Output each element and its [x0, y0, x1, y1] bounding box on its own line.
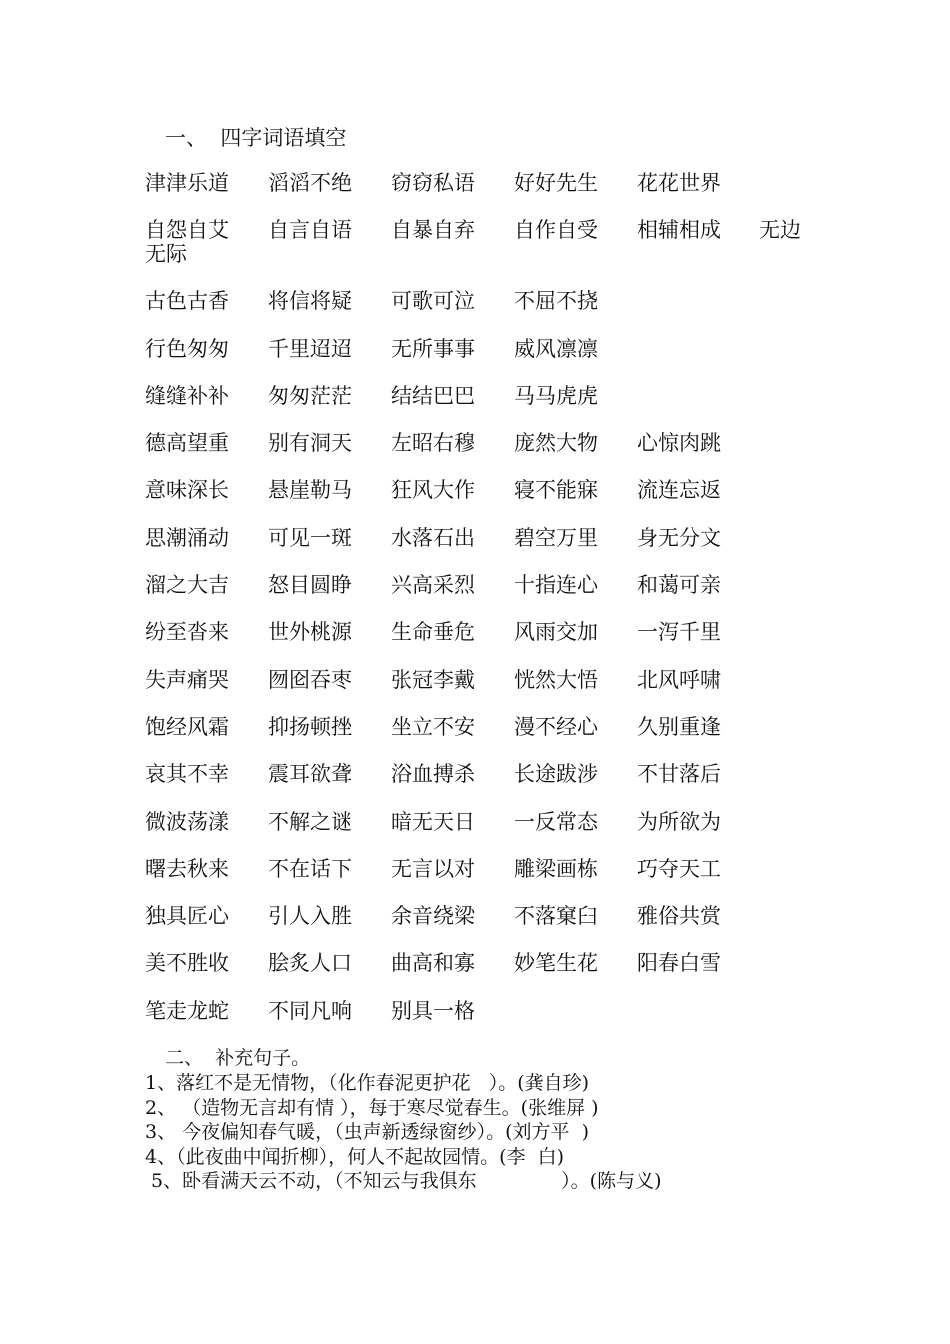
idiom-cell: 不同凡响 — [268, 998, 352, 1023]
idiom-row — [145, 524, 845, 571]
sentence-line: 3、 今夜偏知春气暖，（虫声新透绿窗纱）。(刘方平 ) — [145, 1121, 590, 1144]
idiom-cell: 左昭右穆 — [391, 431, 475, 456]
idiom-cell: 千里迢迢 — [268, 336, 352, 361]
idiom-cell: 意味深长 — [145, 478, 229, 503]
idiom-cell: 引人入胜 — [268, 904, 352, 929]
idiom-row — [145, 713, 845, 760]
idiom-cell: 不屈不挠 — [514, 289, 598, 314]
idiom-cell: 溜之大吉 — [145, 573, 229, 598]
idiom-cell: 兴高采烈 — [391, 573, 475, 598]
idiom-cell: 德高望重 — [145, 431, 229, 456]
idiom-cell: 津津乐道 — [145, 171, 229, 195]
idiom-cell: 马马虎虎 — [514, 383, 598, 408]
idiom-row — [145, 287, 845, 334]
idiom-row — [145, 949, 845, 996]
idiom-cell: 漫不经心 — [514, 714, 598, 739]
idiom-row — [145, 571, 845, 618]
idiom-cell: 一反常态 — [514, 809, 598, 834]
idiom-cell: 哀其不幸 — [145, 762, 229, 787]
idiom-cell: 自言自语 — [268, 218, 352, 243]
idiom-row — [145, 902, 845, 949]
idiom-cell: 自怨自艾 — [145, 218, 229, 243]
idiom-cell: 不在话下 — [268, 856, 352, 881]
idiom-cell: 雕梁画栋 — [514, 856, 598, 881]
idiom-cell: 自暴自弃 — [391, 218, 475, 243]
idiom-row — [145, 666, 845, 713]
idiom-cell: 恍然大悟 — [514, 667, 598, 692]
idiom-cell: 妙笔生花 — [514, 951, 598, 976]
idiom-cell: 十指连心 — [514, 573, 598, 598]
idiom-row — [145, 335, 845, 382]
idiom-row — [145, 997, 845, 1044]
idiom-cell: 狂风大作 — [391, 478, 475, 503]
idiom-cell: 不甘落后 — [637, 762, 721, 787]
idiom-cell: 美不胜收 — [145, 951, 229, 976]
idiom-row — [145, 855, 845, 902]
idiom-cell: 曙去秋来 — [145, 856, 229, 881]
idiom-cell: 生命垂危 — [391, 620, 475, 645]
idiom-cell: 庞然大物 — [514, 431, 598, 456]
idiom-cell: 别有洞天 — [268, 431, 352, 456]
idiom-cell: 为所欲为 — [637, 809, 721, 834]
sentence-line: 2、 （造物无言却有情 ），每于寒尽觉春生。(张维屏 ) — [145, 1096, 599, 1119]
idiom-cell: 和蔼可亲 — [637, 573, 721, 598]
idiom-list — [145, 169, 845, 1044]
idiom-cell: 风雨交加 — [514, 620, 598, 645]
idiom-cell: 独具匠心 — [145, 904, 229, 929]
idiom-cell: 雅俗共赏 — [637, 904, 721, 929]
idiom-cell: 无边 无际 — [145, 218, 801, 267]
idiom-cell: 坐立不安 — [391, 714, 475, 739]
idiom-cell: 脍炙人口 — [268, 951, 352, 976]
idiom-cell: 不解之谜 — [268, 809, 352, 834]
idiom-cell: 水落石出 — [391, 525, 475, 550]
sentence-list — [145, 1071, 662, 1194]
idiom-cell: 无言以对 — [391, 856, 475, 881]
idiom-row — [145, 382, 845, 429]
idiom-cell: 将信将疑 — [268, 289, 352, 314]
idiom-cell: 可见一斑 — [268, 525, 352, 550]
idiom-cell: 碧空万里 — [514, 525, 598, 550]
idiom-cell: 长途跋涉 — [514, 762, 598, 787]
idiom-row — [145, 429, 845, 476]
idiom-cell: 窃窃私语 — [391, 171, 475, 195]
idiom-cell: 匆匆茫茫 — [268, 383, 352, 408]
idiom-cell: 好好先生 — [514, 171, 598, 195]
sentence-line: 5、卧看满天云不动，（不知云与我俱东 ）。(陈与义) — [145, 1170, 662, 1193]
section1-title: 一、 四字词语填空 — [165, 126, 347, 150]
idiom-cell: 相辅相成 — [637, 218, 721, 243]
idiom-cell: 心惊肉跳 — [637, 431, 721, 456]
idiom-cell: 曲高和寡 — [391, 951, 475, 976]
idiom-cell: 花花世界 — [637, 171, 721, 195]
idiom-cell: 北风呼啸 — [637, 667, 721, 692]
idiom-cell: 无所事事 — [391, 336, 475, 361]
idiom-row — [145, 216, 845, 287]
idiom-row — [145, 169, 845, 216]
idiom-cell: 自作自受 — [514, 218, 598, 243]
sentence-line: 1、落红不是无情物，（化作春泥更护花 ）。(龚自珍) — [145, 1072, 590, 1094]
idiom-cell: 抑扬顿挫 — [268, 714, 352, 739]
idiom-cell: 怒目圆睁 — [268, 573, 352, 598]
idiom-cell: 行色匆匆 — [145, 336, 229, 361]
idiom-cell: 可歌可泣 — [391, 289, 475, 314]
idiom-row — [145, 808, 845, 855]
idiom-cell: 流连忘返 — [637, 478, 721, 503]
idiom-row — [145, 760, 845, 807]
idiom-cell: 微波荡漾 — [145, 809, 229, 834]
idiom-cell: 结结巴巴 — [391, 383, 475, 408]
idiom-cell: 纷至沓来 — [145, 620, 229, 645]
idiom-cell: 笔走龙蛇 — [145, 998, 229, 1023]
idiom-cell: 缝缝补补 — [145, 383, 229, 408]
idiom-row — [145, 618, 845, 665]
idiom-cell: 身无分文 — [637, 525, 721, 550]
idiom-cell: 张冠李戴 — [391, 667, 475, 692]
idiom-cell: 悬崖勒马 — [268, 478, 352, 503]
section2-title: 二、 补充句子。 — [165, 1047, 311, 1069]
idiom-cell: 世外桃源 — [268, 620, 352, 645]
idiom-cell: 暗无天日 — [391, 809, 475, 834]
idiom-cell: 寝不能寐 — [514, 478, 598, 503]
idiom-cell: 阳春白雪 — [637, 951, 721, 976]
idiom-cell: 久别重逢 — [637, 714, 721, 739]
idiom-cell: 饱经风霜 — [145, 714, 229, 739]
idiom-cell: 囫囵吞枣 — [268, 667, 352, 692]
idiom-cell: 一泻千里 — [637, 620, 721, 645]
idiom-cell: 余音绕梁 — [391, 904, 475, 929]
idiom-cell: 失声痛哭 — [145, 667, 229, 692]
idiom-cell: 古色古香 — [145, 289, 229, 314]
idiom-cell: 浴血搏杀 — [391, 762, 475, 787]
idiom-cell: 巧夺天工 — [637, 856, 721, 881]
idiom-cell: 思潮涌动 — [145, 525, 229, 550]
idiom-cell: 别具一格 — [391, 998, 475, 1023]
idiom-cell: 不落窠臼 — [514, 904, 598, 929]
idiom-cell: 威风凛凛 — [514, 336, 598, 361]
idiom-cell: 震耳欲聋 — [268, 762, 352, 787]
idiom-cell: 滔滔不绝 — [268, 171, 352, 195]
idiom-row — [145, 476, 845, 523]
sentence-line: 4、（此夜曲中闻折柳），何人不起故园情。(李 白) — [145, 1145, 564, 1168]
